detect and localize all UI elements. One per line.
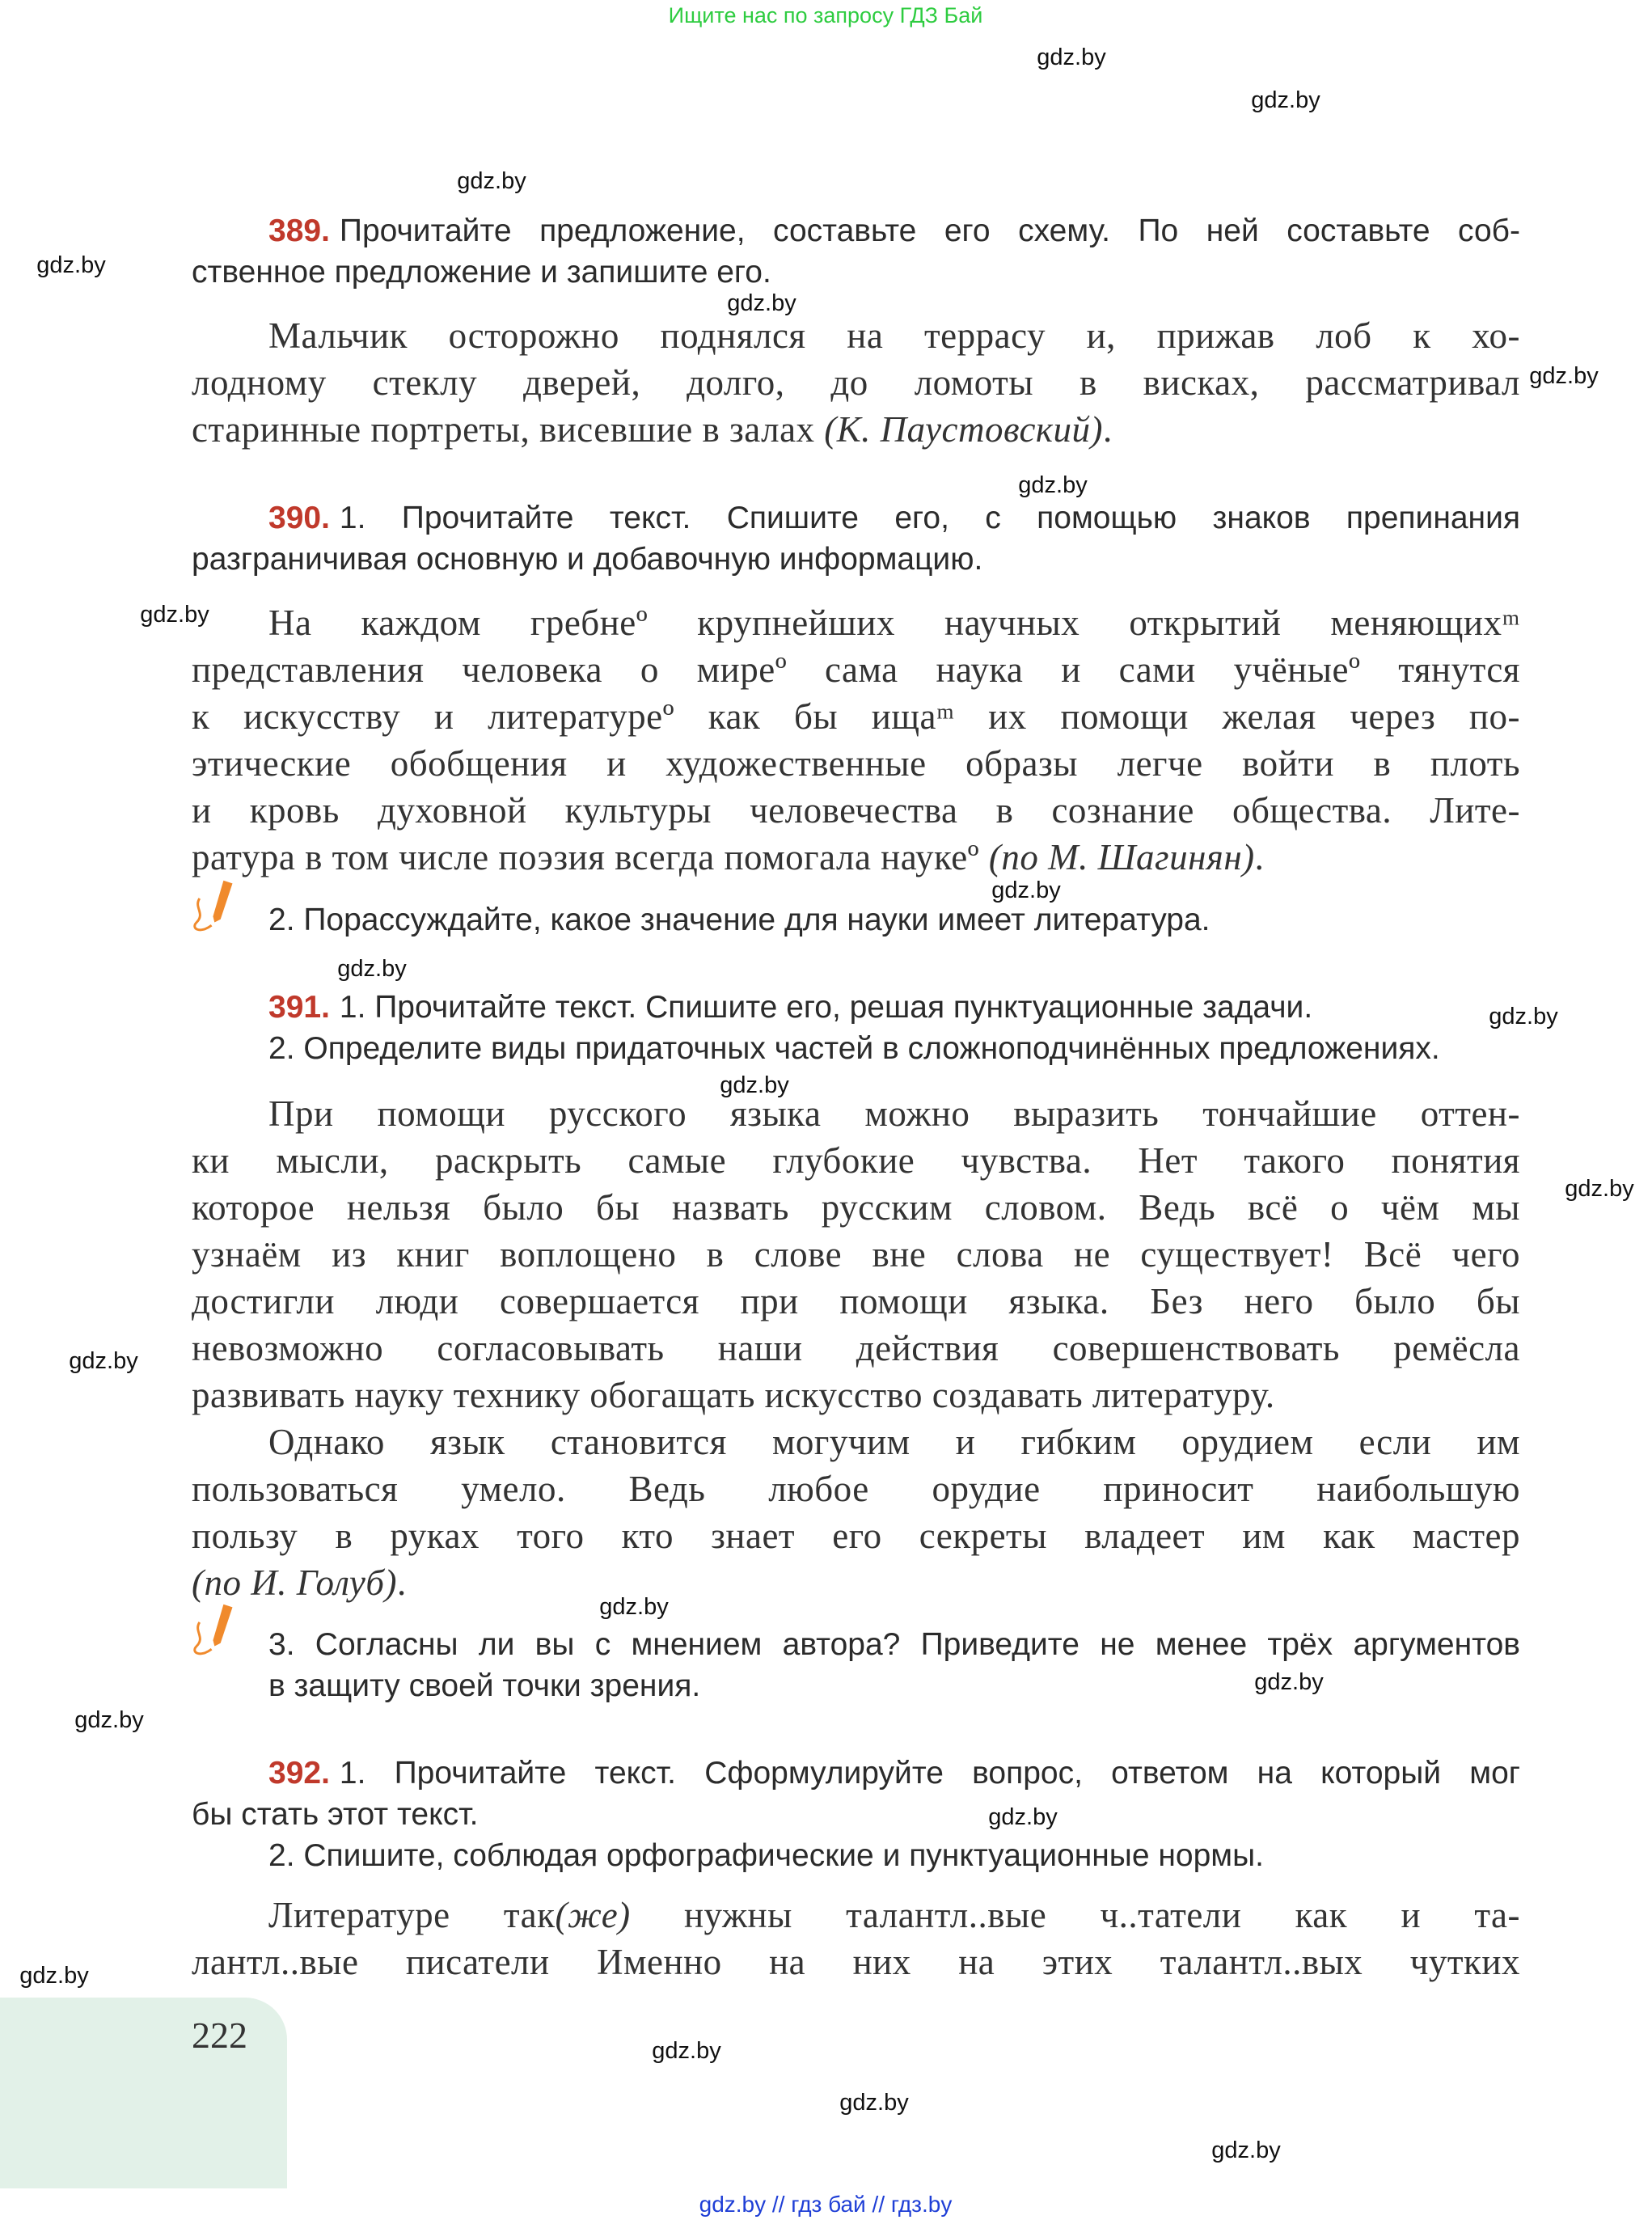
- line-text: 2. Определите виды придаточных частей в сложноподчинённых предложениях.: [268, 1031, 1440, 1066]
- watermark: gdz.by: [1251, 87, 1320, 113]
- text-line: [192, 359, 1520, 406]
- instruction-line: [192, 1794, 1520, 1835]
- exercise-390-text: [192, 599, 1520, 881]
- exercise-391-instructions: [192, 987, 1520, 1069]
- exercise-390-instructions: [192, 497, 1520, 580]
- watermark: gdz.by: [1254, 1669, 1324, 1695]
- exercise-391-task: [192, 1624, 1520, 1706]
- line-text: Прочитайте предложение, составьте его схему. По ней составьте соб-: [339, 214, 1520, 248]
- line-text: ственное предложение и запишите его.: [192, 255, 771, 290]
- text-line: [192, 1512, 1520, 1559]
- instruction-line: [192, 210, 1520, 252]
- exercise-number: 390.: [268, 501, 330, 535]
- exercise-391-text: [192, 1090, 1520, 1606]
- segment-text: .: [1254, 837, 1265, 877]
- citation-text: (по М. Шагинян): [988, 837, 1255, 877]
- watermark: gdz.by: [1018, 472, 1088, 498]
- exercise-390-task: [192, 899, 1520, 941]
- text-line: [192, 834, 1520, 881]
- exercise-number: 391.: [268, 990, 330, 1025]
- watermark: gdz.by: [720, 1072, 789, 1098]
- text-line: [192, 1090, 1520, 1137]
- segment-text: представления человека о миреº сама наука и сами учёныеº тянутся: [192, 649, 1520, 690]
- watermark: gdz.by: [991, 877, 1061, 903]
- text-line: [192, 1559, 1520, 1606]
- watermark: gdz.by: [74, 1707, 144, 1733]
- watermark: gdz.by: [337, 956, 407, 982]
- watermark: gdz.by: [69, 1348, 138, 1374]
- pen-icon: [188, 877, 247, 937]
- watermark: gdz.by: [1037, 44, 1106, 70]
- instruction-line: [192, 539, 1520, 580]
- segment-text: узнаём из книг воплощено в слове вне слова не существует! Всё чего: [192, 1234, 1520, 1275]
- segment-text: достигли люди совершается при помощи языка. Без него было бы: [192, 1281, 1520, 1321]
- line-text: 1. Прочитайте текст. Спишите его, решая пунктуационные задачи.: [339, 990, 1313, 1025]
- watermark: gdz.by: [1565, 1176, 1634, 1202]
- line-text: бы стать этот текст.: [192, 1797, 479, 1832]
- segment-text: Мальчик осторожно поднялся на террасу и, прижав лоб к хо-: [268, 315, 1520, 356]
- citation-text: (же): [555, 1895, 631, 1935]
- text-line: [192, 787, 1520, 834]
- text-line: [192, 1184, 1520, 1231]
- watermark: gdz.by: [140, 602, 209, 628]
- text-line: [192, 1325, 1520, 1372]
- watermark: gdz.by: [36, 252, 106, 278]
- watermark: gdz.by: [599, 1594, 669, 1620]
- segment-text: невозможно согласовывать наши действия совершенствовать ремёсла: [192, 1328, 1520, 1368]
- text-line: [192, 1231, 1520, 1278]
- segment-text: При помощи русского языка можно выразить тончайшие оттен-: [268, 1093, 1520, 1134]
- text-line: [192, 1137, 1520, 1184]
- watermark: gdz.by: [727, 290, 796, 316]
- watermark: gdz.by: [988, 1804, 1058, 1830]
- text-line: [192, 1465, 1520, 1512]
- segment-text: .: [397, 1562, 407, 1603]
- citation-text: (К. Паустовский): [824, 409, 1103, 450]
- text-line: [192, 693, 1520, 740]
- instruction-line: [192, 1028, 1520, 1069]
- line-text: 1. Прочитайте текст. Сформулируйте вопрос, ответом на который мог: [339, 1756, 1520, 1791]
- text-line: [192, 312, 1520, 359]
- instruction-line: [192, 497, 1520, 539]
- line-text: разграничивая основную и добавочную информацию.: [192, 542, 983, 577]
- instruction-line: [192, 987, 1520, 1028]
- segment-text: пользоваться умело. Ведь любое орудие приносит наибольшую: [192, 1469, 1520, 1509]
- segment-text: Однако язык становится могучим и гибким орудием если им: [268, 1422, 1520, 1462]
- text-line: [192, 1419, 1520, 1465]
- watermark: gdz.by: [457, 168, 526, 194]
- text-line: [192, 740, 1520, 787]
- text-line: [192, 1278, 1520, 1325]
- segment-text: и кровь духовной культуры человечества в сознание общества. Лите-: [192, 790, 1520, 831]
- watermark: gdz.by: [1211, 2137, 1281, 2163]
- exercise-392-text: [192, 1892, 1520, 1985]
- segment-text: развивать науку технику обогащать искусство создавать литературу.: [192, 1375, 1275, 1415]
- segment-text: старинные портреты, висевшие в залах: [192, 409, 825, 450]
- task-line: [192, 1665, 1520, 1706]
- segment-text: этические обобщения и художественные образы легче войти в плоть: [192, 743, 1520, 784]
- watermark: gdz.by: [839, 2090, 909, 2116]
- segment-text: .: [1102, 409, 1113, 450]
- instruction-line: [192, 252, 1520, 293]
- segment-text: Литературе так: [268, 1895, 556, 1935]
- text-line: [192, 646, 1520, 693]
- footer-links[interactable]: gdz.by // гдз бай // гдз.by: [699, 2192, 953, 2217]
- line-text: 2. Спишите, соблюдая орфографические и пунктуационные нормы.: [268, 1838, 1264, 1873]
- segment-text: лантл..вые писатели Именно на них на этих талантл..вых чутких: [192, 1942, 1520, 1982]
- text-line: [192, 599, 1520, 646]
- exercise-392-instructions: [192, 1753, 1520, 1876]
- watermark: gdz.by: [652, 2038, 721, 2064]
- search-hint-banner: Ищите нас по запросу ГДЗ Бай: [668, 3, 983, 27]
- line-text: 3. Согласны ли вы с мнением автора? Приведите не менее трёх аргументов: [268, 1627, 1520, 1662]
- text-line: [192, 1372, 1520, 1419]
- instruction-line: [192, 1835, 1520, 1876]
- pen-icon: [188, 1601, 247, 1661]
- exercise-389-text: [192, 312, 1520, 453]
- exercise-389-instructions: [192, 210, 1520, 293]
- task-line: [192, 1624, 1520, 1665]
- text-line: [192, 1939, 1520, 1985]
- watermark: gdz.by: [19, 1963, 89, 1989]
- page-number: 222: [192, 2015, 247, 2056]
- task-line: [192, 899, 1520, 941]
- segment-text: На каждом гребнеº крупнейших научных открытий меняющихᵐ: [268, 603, 1520, 643]
- citation-text: (по И. Голуб): [192, 1562, 397, 1603]
- instruction-line: [192, 1753, 1520, 1794]
- exercise-number: 389.: [268, 214, 330, 248]
- segment-text: ки мысли, раскрыть самые глубокие чувства. Нет такого понятия: [192, 1140, 1520, 1181]
- line-text: в защиту своей точки зрения.: [268, 1668, 701, 1703]
- watermark: gdz.by: [1489, 1004, 1558, 1030]
- line-text: 2. Порассуждайте, какое значение для науки имеет литература.: [268, 903, 1210, 937]
- segment-text: нужны талантл..вые ч..татели как и та-: [630, 1895, 1520, 1935]
- segment-text: пользу в руках того кто знает его секреты владеет им как мастер: [192, 1516, 1520, 1556]
- text-line: [192, 406, 1520, 453]
- text-line: [192, 1892, 1520, 1939]
- line-text: 1. Прочитайте текст. Спишите его, с помощью знаков препинания: [339, 501, 1520, 535]
- segment-text: к искусству и литературеº как бы ищаᵐ их помощи желая через по-: [192, 696, 1520, 737]
- exercise-number: 392.: [268, 1756, 330, 1791]
- segment-text: ратура в том числе поэзия всегда помогала наукеº: [192, 837, 989, 877]
- segment-text: которое нельзя было бы назвать русским словом. Ведь всё о чём мы: [192, 1187, 1520, 1228]
- watermark: gdz.by: [1529, 363, 1599, 389]
- segment-text: лодному стеклу дверей, долго, до ломоты в висках, рассматривал: [192, 362, 1520, 403]
